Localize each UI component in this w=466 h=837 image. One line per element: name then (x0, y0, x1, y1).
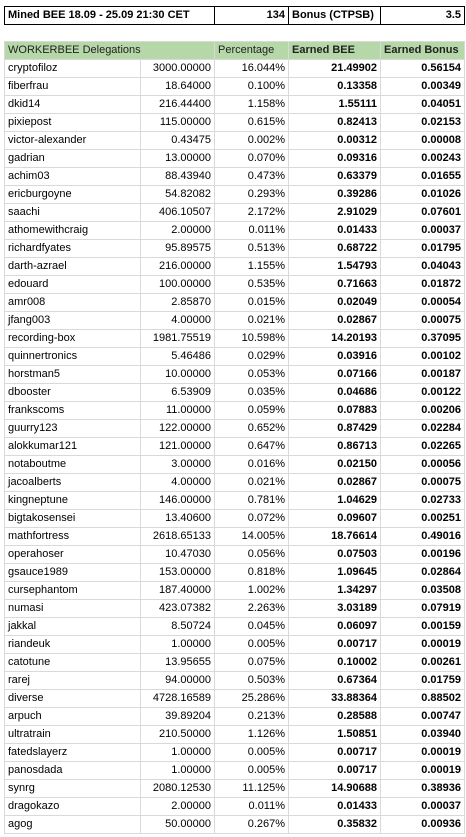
account-cell[interactable]: jacoalberts (5, 474, 141, 492)
earned-bee-cell[interactable]: 18.76614 (289, 528, 381, 546)
table-row (5, 150, 465, 168)
account-cell[interactable]: edouard (5, 276, 141, 294)
delegation-cell[interactable]: 2.00000 (141, 798, 215, 816)
earned-bonus-cell[interactable]: 0.00122 (381, 384, 465, 402)
percentage-cell[interactable]: 0.056% (215, 546, 289, 564)
table-row (5, 690, 465, 708)
table-row (5, 582, 465, 600)
percentage-cell[interactable]: 0.011% (215, 798, 289, 816)
percentage-cell[interactable]: 0.293% (215, 186, 289, 204)
account-cell[interactable]: fatedslayerz (5, 744, 141, 762)
account-cell[interactable]: alokkumar121 (5, 438, 141, 456)
table-row (5, 330, 465, 348)
header-earned-bonus[interactable]: Earned Bonus (381, 42, 465, 60)
percentage-cell[interactable]: 0.513% (215, 240, 289, 258)
delegation-cell[interactable]: 95.89575 (141, 240, 215, 258)
delegations-table (4, 41, 465, 834)
table-row (5, 402, 465, 420)
percentage-cell[interactable]: 0.070% (215, 150, 289, 168)
account-cell[interactable]: panosdada (5, 762, 141, 780)
earned-bonus-cell[interactable]: 0.00251 (381, 510, 465, 528)
earned-bee-cell[interactable]: 0.28588 (289, 708, 381, 726)
table-row (5, 564, 465, 582)
account-cell[interactable]: saachi (5, 204, 141, 222)
table-row (5, 456, 465, 474)
bonus-label-cell[interactable]: Bonus (CTPSB) (289, 7, 381, 25)
earned-bee-cell[interactable]: 0.04686 (289, 384, 381, 402)
percentage-cell[interactable]: 11.125% (215, 780, 289, 798)
earned-bonus-cell[interactable]: 0.00008 (381, 132, 465, 150)
table-row (5, 222, 465, 240)
earned-bonus-cell[interactable]: 0.00243 (381, 150, 465, 168)
delegation-cell[interactable]: 423.07382 (141, 600, 215, 618)
table-row (5, 510, 465, 528)
delegation-cell[interactable]: 1.00000 (141, 744, 215, 762)
account-cell[interactable]: catotune (5, 654, 141, 672)
account-cell[interactable]: mathfortress (5, 528, 141, 546)
earned-bonus-cell[interactable]: 0.02864 (381, 564, 465, 582)
delegation-cell[interactable]: 0.43475 (141, 132, 215, 150)
account-cell[interactable]: athomewithcraig (5, 222, 141, 240)
earned-bee-cell[interactable]: 0.82413 (289, 114, 381, 132)
table-row (5, 348, 465, 366)
account-cell[interactable]: jfang003 (5, 312, 141, 330)
account-cell[interactable]: recording-box (5, 330, 141, 348)
percentage-cell[interactable]: 1.126% (215, 726, 289, 744)
table-row (5, 492, 465, 510)
table-row (5, 780, 465, 798)
earned-bonus-cell[interactable]: 0.04051 (381, 96, 465, 114)
percentage-cell[interactable]: 2.263% (215, 600, 289, 618)
earned-bonus-cell[interactable]: 0.00159 (381, 618, 465, 636)
earned-bee-cell[interactable]: 0.63379 (289, 168, 381, 186)
table-row (5, 186, 465, 204)
table-row (5, 60, 465, 78)
earned-bee-cell[interactable]: 0.00312 (289, 132, 381, 150)
delegation-cell[interactable]: 2.85870 (141, 294, 215, 312)
delegation-cell[interactable]: 1981.75519 (141, 330, 215, 348)
percentage-cell[interactable]: 10.598% (215, 330, 289, 348)
percentage-cell[interactable]: 0.035% (215, 384, 289, 402)
account-cell[interactable]: gsauce1989 (5, 564, 141, 582)
delegation-cell[interactable]: 13.95655 (141, 654, 215, 672)
percentage-cell[interactable]: 0.647% (215, 438, 289, 456)
table-row (5, 276, 465, 294)
earned-bonus-cell[interactable]: 0.00206 (381, 402, 465, 420)
table-row (5, 654, 465, 672)
delegation-cell[interactable]: 1.00000 (141, 636, 215, 654)
delegation-cell[interactable]: 100.00000 (141, 276, 215, 294)
account-cell[interactable]: agog (5, 816, 141, 834)
delegation-cell[interactable]: 121.00000 (141, 438, 215, 456)
table-row (5, 816, 465, 834)
earned-bonus-cell[interactable]: 0.00075 (381, 312, 465, 330)
account-cell[interactable]: guurry123 (5, 420, 141, 438)
earned-bee-cell[interactable]: 0.39286 (289, 186, 381, 204)
table-row (5, 78, 465, 96)
earned-bonus-cell[interactable]: 0.02284 (381, 420, 465, 438)
earned-bonus-cell[interactable]: 0.02733 (381, 492, 465, 510)
delegation-cell[interactable]: 5.46486 (141, 348, 215, 366)
earned-bee-cell[interactable]: 1.55111 (289, 96, 381, 114)
table-row (5, 618, 465, 636)
earned-bee-cell[interactable]: 0.07503 (289, 546, 381, 564)
earned-bee-cell[interactable]: 0.71663 (289, 276, 381, 294)
earned-bonus-cell[interactable]: 0.03508 (381, 582, 465, 600)
earned-bonus-cell[interactable]: 0.00102 (381, 348, 465, 366)
delegation-cell[interactable]: 39.89204 (141, 708, 215, 726)
earned-bonus-cell[interactable]: 0.00936 (381, 816, 465, 834)
earned-bonus-cell[interactable]: 0.01795 (381, 240, 465, 258)
earned-bonus-cell[interactable]: 0.88502 (381, 690, 465, 708)
delegation-cell[interactable]: 2618.65133 (141, 528, 215, 546)
earned-bee-cell[interactable]: 0.02867 (289, 474, 381, 492)
account-cell[interactable]: bigtakosensei (5, 510, 141, 528)
percentage-cell[interactable]: 0.029% (215, 348, 289, 366)
percentage-cell[interactable]: 0.503% (215, 672, 289, 690)
account-cell[interactable]: frankscoms (5, 402, 141, 420)
earned-bonus-cell[interactable]: 0.01759 (381, 672, 465, 690)
earned-bonus-cell[interactable]: 0.38936 (381, 780, 465, 798)
account-cell[interactable]: synrg (5, 780, 141, 798)
delegation-cell[interactable]: 2080.12530 (141, 780, 215, 798)
account-cell[interactable]: diverse (5, 690, 141, 708)
table-row (5, 762, 465, 780)
delegation-cell[interactable]: 153.00000 (141, 564, 215, 582)
summary-row (5, 7, 465, 25)
table-row (5, 546, 465, 564)
earned-bonus-cell[interactable]: 0.00037 (381, 222, 465, 240)
percentage-cell[interactable]: 1.155% (215, 258, 289, 276)
percentage-cell[interactable]: 14.005% (215, 528, 289, 546)
percentage-cell[interactable]: 0.072% (215, 510, 289, 528)
earned-bonus-cell[interactable]: 0.00037 (381, 798, 465, 816)
account-cell[interactable]: gadrian (5, 150, 141, 168)
earned-bonus-cell[interactable]: 0.00075 (381, 474, 465, 492)
delegation-cell[interactable]: 18.64000 (141, 78, 215, 96)
earned-bee-cell[interactable]: 33.88364 (289, 690, 381, 708)
percentage-cell[interactable]: 0.015% (215, 294, 289, 312)
delegation-cell[interactable]: 54.82082 (141, 186, 215, 204)
percentage-cell[interactable]: 0.002% (215, 132, 289, 150)
earned-bonus-cell[interactable]: 0.00056 (381, 456, 465, 474)
account-cell[interactable]: fiberfrau (5, 78, 141, 96)
account-cell[interactable]: cryptofiloz (5, 60, 141, 78)
account-cell[interactable]: kingneptune (5, 492, 141, 510)
earned-bee-cell[interactable]: 0.68722 (289, 240, 381, 258)
table-row (5, 312, 465, 330)
delegation-cell[interactable]: 11.00000 (141, 402, 215, 420)
percentage-cell[interactable]: 25.286% (215, 690, 289, 708)
delegation-cell[interactable]: 210.50000 (141, 726, 215, 744)
account-cell[interactable]: dragokazo (5, 798, 141, 816)
earned-bonus-cell[interactable]: 0.07601 (381, 204, 465, 222)
account-cell[interactable]: victor-alexander (5, 132, 141, 150)
percentage-cell[interactable]: 0.021% (215, 474, 289, 492)
table-row (5, 258, 465, 276)
earned-bee-cell[interactable]: 0.09607 (289, 510, 381, 528)
earned-bonus-cell[interactable]: 0.00019 (381, 744, 465, 762)
delegation-cell[interactable]: 8.50724 (141, 618, 215, 636)
delegation-cell[interactable]: 4.00000 (141, 474, 215, 492)
earned-bonus-cell[interactable]: 0.01872 (381, 276, 465, 294)
delegation-cell[interactable]: 122.00000 (141, 420, 215, 438)
percentage-cell[interactable]: 1.002% (215, 582, 289, 600)
bonus-value-cell[interactable]: 3.5 (381, 7, 465, 25)
account-cell[interactable]: amr008 (5, 294, 141, 312)
percentage-cell[interactable]: 0.059% (215, 402, 289, 420)
percentage-cell[interactable]: 0.267% (215, 816, 289, 834)
account-cell[interactable]: numasi (5, 600, 141, 618)
earned-bonus-cell[interactable]: 0.00747 (381, 708, 465, 726)
earned-bee-cell[interactable]: 14.20193 (289, 330, 381, 348)
earned-bonus-cell[interactable]: 0.07919 (381, 600, 465, 618)
earned-bonus-cell[interactable]: 0.56154 (381, 60, 465, 78)
earned-bonus-cell[interactable]: 0.00019 (381, 762, 465, 780)
earned-bonus-cell[interactable]: 0.37095 (381, 330, 465, 348)
account-cell[interactable]: jakkal (5, 618, 141, 636)
percentage-cell[interactable]: 1.158% (215, 96, 289, 114)
earned-bonus-cell[interactable]: 0.02153 (381, 114, 465, 132)
mined-label-cell[interactable]: Mined BEE 18.09 - 25.09 21:30 CET (5, 7, 215, 25)
earned-bee-cell[interactable]: 0.87429 (289, 420, 381, 438)
earned-bee-cell[interactable]: 0.06097 (289, 618, 381, 636)
table-row (5, 636, 465, 654)
delegation-cell[interactable]: 3.00000 (141, 456, 215, 474)
account-cell[interactable]: arpuch (5, 708, 141, 726)
table-row (5, 420, 465, 438)
earned-bee-cell[interactable]: 1.54793 (289, 258, 381, 276)
delegation-cell[interactable]: 50.00000 (141, 816, 215, 834)
earned-bee-cell[interactable]: 1.09645 (289, 564, 381, 582)
earned-bonus-cell[interactable]: 0.00349 (381, 78, 465, 96)
percentage-cell[interactable]: 0.021% (215, 312, 289, 330)
delegation-cell[interactable]: 10.47030 (141, 546, 215, 564)
table-row (5, 798, 465, 816)
earned-bee-cell[interactable]: 0.07166 (289, 366, 381, 384)
earned-bee-cell[interactable]: 0.10002 (289, 654, 381, 672)
percentage-cell[interactable]: 0.005% (215, 744, 289, 762)
earned-bonus-cell[interactable]: 0.49016 (381, 528, 465, 546)
earned-bonus-cell[interactable]: 0.00196 (381, 546, 465, 564)
table-row (5, 294, 465, 312)
table-row (5, 384, 465, 402)
table-row (5, 528, 465, 546)
header-delegations[interactable]: WORKERBEE Delegations (5, 42, 215, 60)
account-cell[interactable]: achim03 (5, 168, 141, 186)
header-earned-bee[interactable]: Earned BEE (289, 42, 381, 60)
percentage-cell[interactable]: 0.473% (215, 168, 289, 186)
earned-bee-cell[interactable]: 0.02150 (289, 456, 381, 474)
table-row (5, 474, 465, 492)
table-row (5, 114, 465, 132)
table-row (5, 168, 465, 186)
earned-bee-cell[interactable]: 0.00717 (289, 744, 381, 762)
percentage-cell[interactable]: 0.045% (215, 618, 289, 636)
delegation-cell[interactable]: 13.00000 (141, 150, 215, 168)
table-row (5, 204, 465, 222)
mined-value-cell[interactable]: 134 (215, 7, 289, 25)
delegation-cell[interactable]: 4728.16589 (141, 690, 215, 708)
delegation-cell[interactable]: 6.53909 (141, 384, 215, 402)
earned-bee-cell[interactable]: 21.49902 (289, 60, 381, 78)
percentage-cell[interactable]: 0.005% (215, 762, 289, 780)
earned-bee-cell[interactable]: 0.01433 (289, 798, 381, 816)
account-cell[interactable]: dbooster (5, 384, 141, 402)
earned-bee-cell[interactable]: 0.07883 (289, 402, 381, 420)
earned-bonus-cell[interactable]: 0.01026 (381, 186, 465, 204)
account-cell[interactable]: quinnertronics (5, 348, 141, 366)
earned-bee-cell[interactable]: 1.34297 (289, 582, 381, 600)
earned-bee-cell[interactable]: 1.04629 (289, 492, 381, 510)
percentage-cell[interactable]: 0.005% (215, 636, 289, 654)
earned-bee-cell[interactable]: 0.67364 (289, 672, 381, 690)
earned-bee-cell[interactable]: 14.90688 (289, 780, 381, 798)
table-row (5, 744, 465, 762)
percentage-cell[interactable]: 0.615% (215, 114, 289, 132)
earned-bee-cell[interactable]: 2.91029 (289, 204, 381, 222)
earned-bee-cell[interactable]: 0.09316 (289, 150, 381, 168)
delegation-cell[interactable]: 216.00000 (141, 258, 215, 276)
percentage-cell[interactable]: 0.016% (215, 456, 289, 474)
earned-bonus-cell[interactable]: 0.01655 (381, 168, 465, 186)
delegation-cell[interactable]: 13.40600 (141, 510, 215, 528)
table-row (5, 600, 465, 618)
earned-bonus-cell[interactable]: 0.00187 (381, 366, 465, 384)
header-percentage[interactable]: Percentage (215, 42, 289, 60)
percentage-cell[interactable]: 16.044% (215, 60, 289, 78)
account-cell[interactable]: horstman5 (5, 366, 141, 384)
summary-table (4, 6, 465, 25)
percentage-cell[interactable]: 0.100% (215, 78, 289, 96)
percentage-cell[interactable]: 0.818% (215, 564, 289, 582)
earned-bee-cell[interactable]: 3.03189 (289, 600, 381, 618)
earned-bee-cell[interactable]: 0.35832 (289, 816, 381, 834)
account-cell[interactable]: darth-azrael (5, 258, 141, 276)
earned-bonus-cell[interactable]: 0.00019 (381, 636, 465, 654)
table-row (5, 726, 465, 744)
delegation-cell[interactable]: 2.00000 (141, 222, 215, 240)
delegation-cell[interactable]: 406.10507 (141, 204, 215, 222)
account-cell[interactable]: pixiepost (5, 114, 141, 132)
percentage-cell[interactable]: 0.535% (215, 276, 289, 294)
earned-bee-cell[interactable]: 0.13358 (289, 78, 381, 96)
percentage-cell[interactable]: 0.075% (215, 654, 289, 672)
percentage-cell[interactable]: 0.011% (215, 222, 289, 240)
earned-bee-cell[interactable]: 1.50851 (289, 726, 381, 744)
earned-bee-cell[interactable]: 0.86713 (289, 438, 381, 456)
earned-bee-cell[interactable]: 0.01433 (289, 222, 381, 240)
earned-bee-cell[interactable]: 0.00717 (289, 762, 381, 780)
percentage-cell[interactable]: 0.652% (215, 420, 289, 438)
header-row (5, 42, 465, 60)
earned-bonus-cell[interactable]: 0.02265 (381, 438, 465, 456)
table-row (5, 366, 465, 384)
account-cell[interactable]: richardfyates (5, 240, 141, 258)
earned-bee-cell[interactable]: 0.02049 (289, 294, 381, 312)
account-cell[interactable]: ericburgoyne (5, 186, 141, 204)
earned-bee-cell[interactable]: 0.03916 (289, 348, 381, 366)
delegation-cell[interactable]: 88.43940 (141, 168, 215, 186)
percentage-cell[interactable]: 2.172% (215, 204, 289, 222)
earned-bonus-cell[interactable]: 0.00054 (381, 294, 465, 312)
table-row (5, 240, 465, 258)
percentage-cell[interactable]: 0.781% (215, 492, 289, 510)
earned-bee-cell[interactable]: 0.00717 (289, 636, 381, 654)
delegation-cell[interactable]: 94.00000 (141, 672, 215, 690)
account-cell[interactable]: ultratrain (5, 726, 141, 744)
table-row (5, 132, 465, 150)
account-cell[interactable]: riandeuk (5, 636, 141, 654)
delegation-cell[interactable]: 4.00000 (141, 312, 215, 330)
earned-bonus-cell[interactable]: 0.03940 (381, 726, 465, 744)
table-row (5, 96, 465, 114)
account-cell[interactable]: notaboutme (5, 456, 141, 474)
earned-bee-cell[interactable]: 0.02867 (289, 312, 381, 330)
percentage-cell[interactable]: 0.053% (215, 366, 289, 384)
delegation-cell[interactable]: 1.00000 (141, 762, 215, 780)
delegation-cell[interactable]: 187.40000 (141, 582, 215, 600)
delegation-cell[interactable]: 115.00000 (141, 114, 215, 132)
table-row (5, 438, 465, 456)
table-row (5, 672, 465, 690)
percentage-cell[interactable]: 0.213% (215, 708, 289, 726)
table-row (5, 708, 465, 726)
earned-bonus-cell[interactable]: 0.00261 (381, 654, 465, 672)
delegation-cell[interactable]: 146.00000 (141, 492, 215, 510)
account-cell[interactable]: dkid14 (5, 96, 141, 114)
account-cell[interactable]: operahoser (5, 546, 141, 564)
account-cell[interactable]: cursephantom (5, 582, 141, 600)
delegation-cell[interactable]: 216.44400 (141, 96, 215, 114)
delegation-cell[interactable]: 3000.00000 (141, 60, 215, 78)
account-cell[interactable]: rarej (5, 672, 141, 690)
delegation-cell[interactable]: 10.00000 (141, 366, 215, 384)
earned-bonus-cell[interactable]: 0.04043 (381, 258, 465, 276)
